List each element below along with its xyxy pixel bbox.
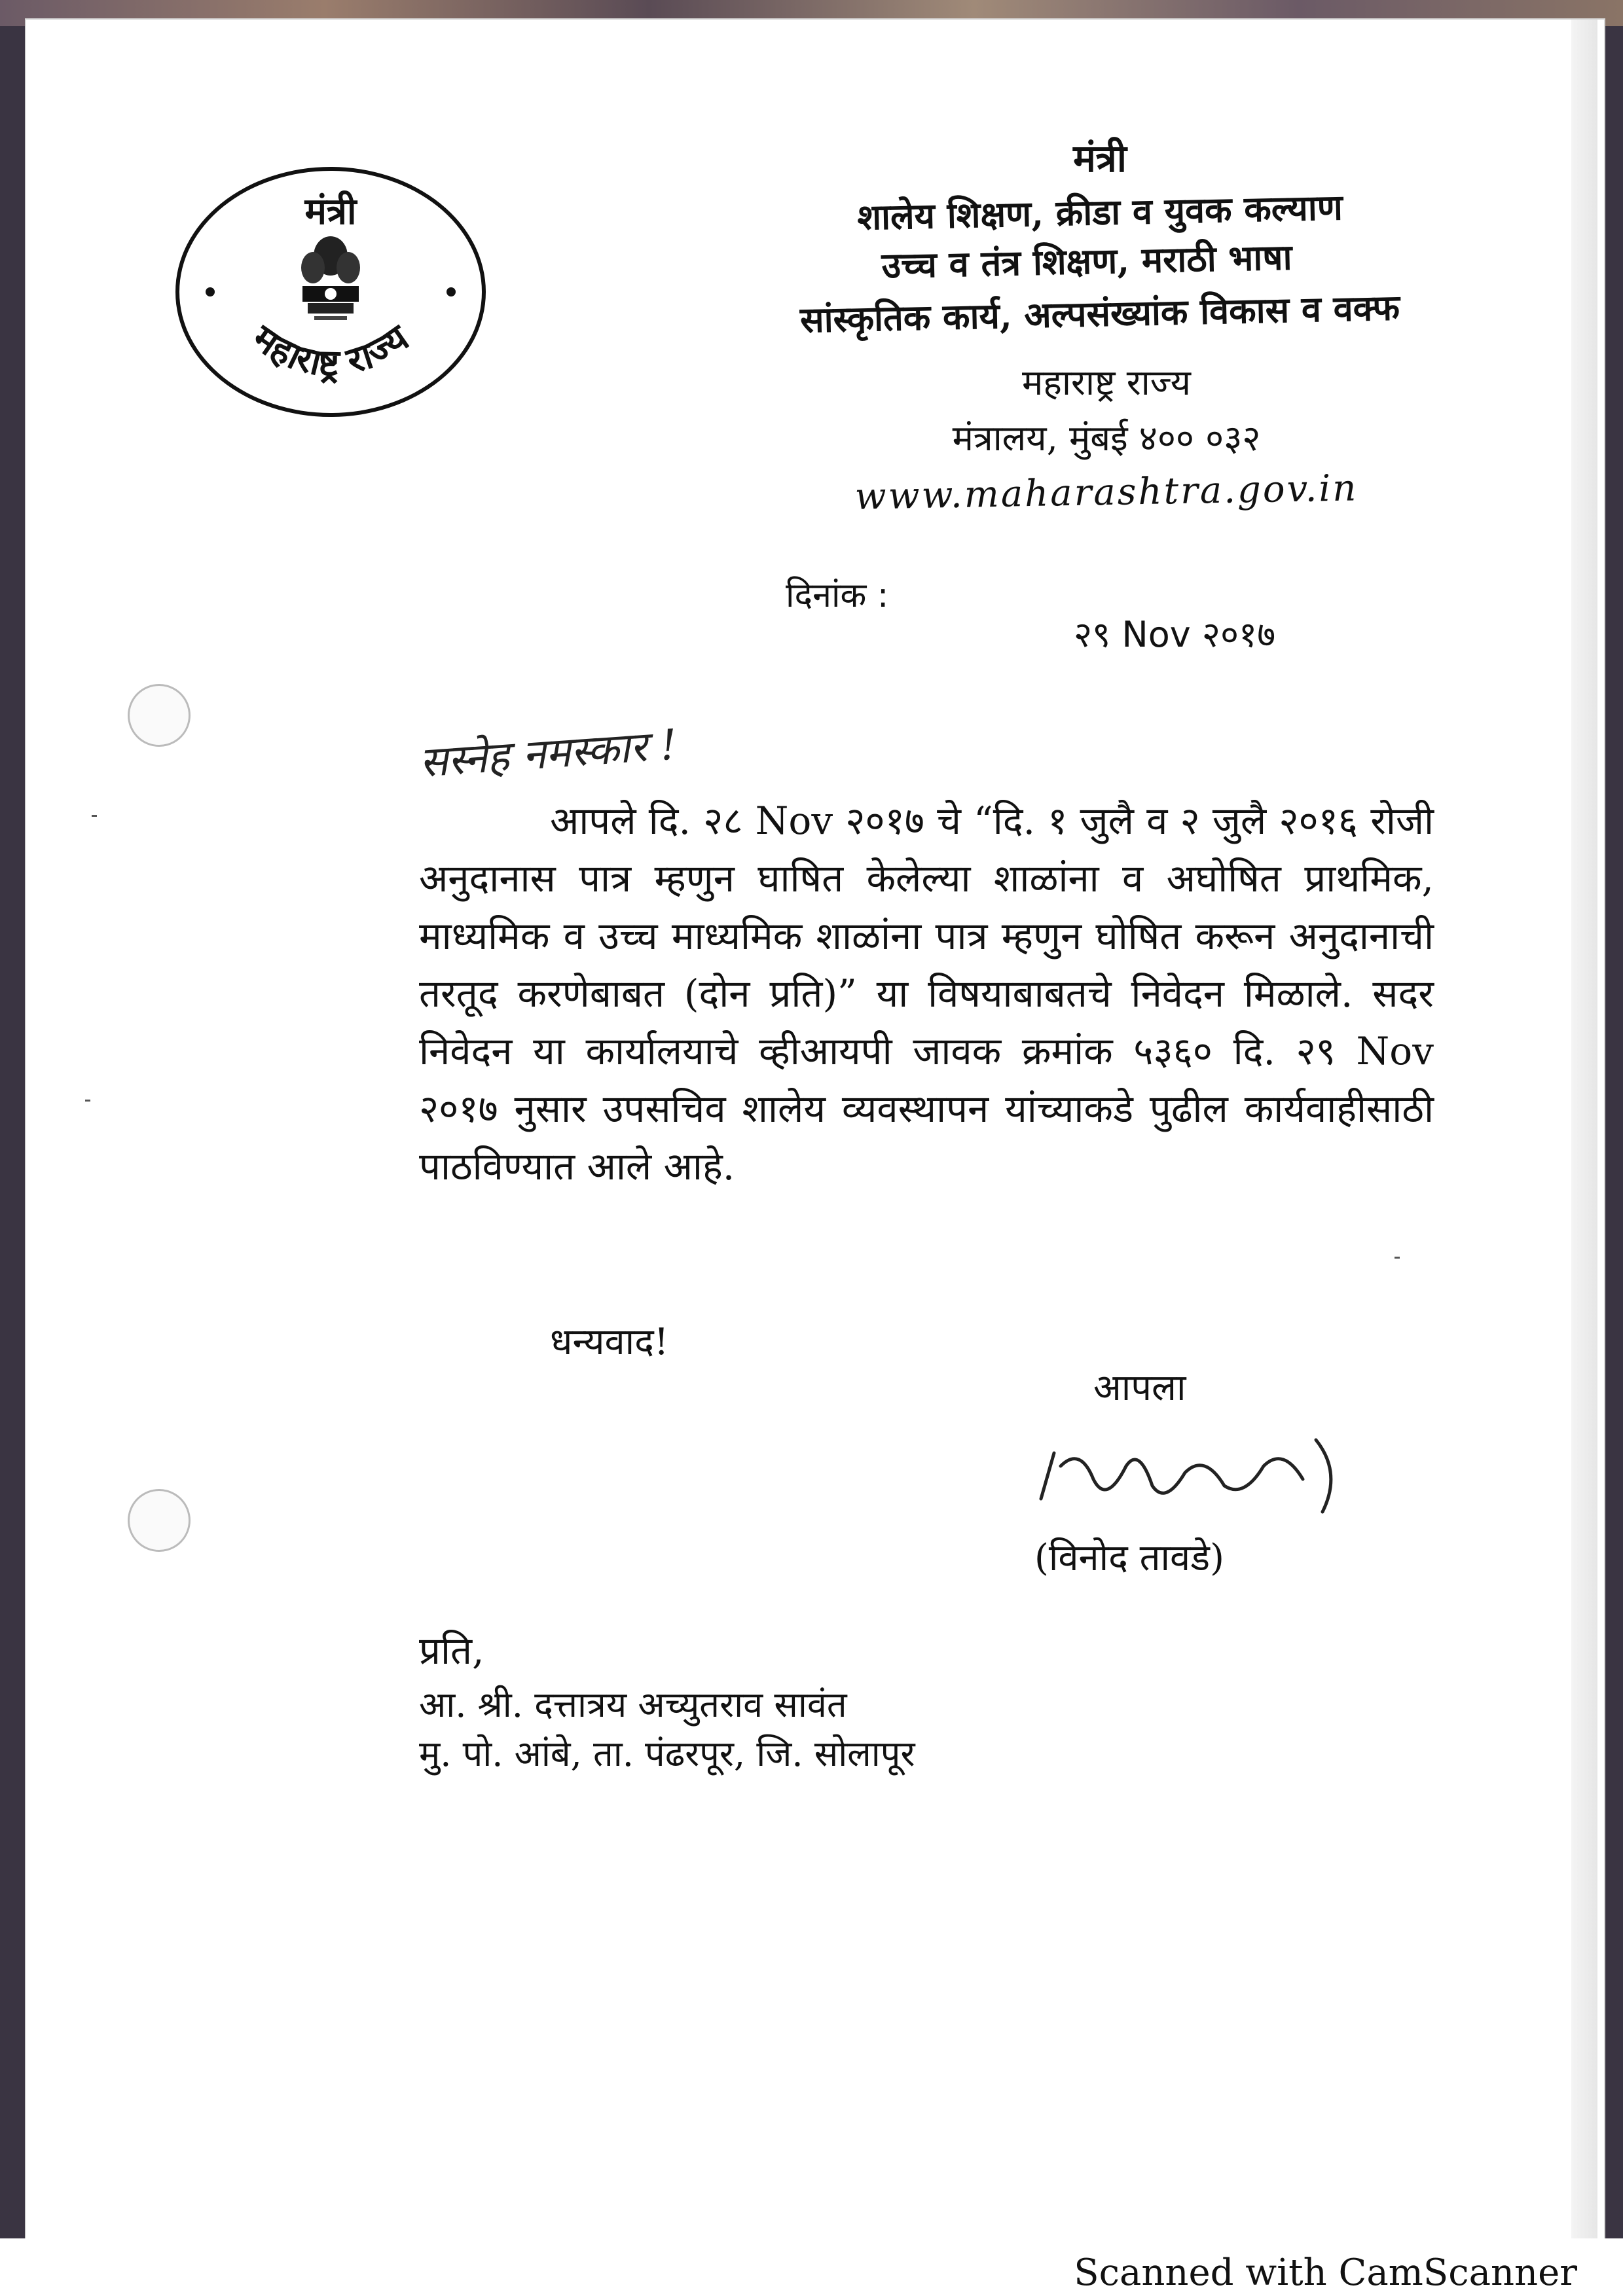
scanner-watermark: Scanned with CamScanner: [1074, 2251, 1577, 2294]
header-portfolio-1: शालेय शिक्षण, क्रीडा व युवक कल्याण: [856, 186, 1343, 238]
recipient-address: मु. पो. आंबे, ता. पंढरपूर, जि. सोलापूर: [419, 1733, 915, 1774]
date-value: २९ Nov २०१७: [1074, 614, 1276, 655]
salutation: सस्नेह नमस्कार !: [418, 721, 679, 787]
header-website: www.maharashtra.gov.in: [854, 467, 1359, 518]
signatory-name: (विनोद तावडे): [1034, 1537, 1224, 1579]
closing-line: आपला: [1093, 1367, 1186, 1409]
recipient-name: आ. श्री. दत्तात्रय अच्युतराव सावंत: [419, 1684, 847, 1725]
header-portfolio-2: उच्च व तंत्र शिक्षण, मराठी भाषा: [881, 236, 1293, 287]
scan-speck: [92, 815, 97, 817]
svg-text:महाराष्ट्र राज्य: महाराष्ट्र राज्य: [244, 316, 417, 385]
seal-top-text: मंत्री: [304, 190, 357, 233]
punch-hole: [128, 684, 191, 747]
ministry-seal: [175, 167, 486, 417]
page-edge: [1571, 20, 1597, 2238]
scan-speck: [1395, 1257, 1400, 1259]
header-address: मंत्रालय, मुंबई ४०० ०३२: [952, 418, 1261, 459]
header-portfolio-3: सांस्कृतिक कार्य, अल्पसंख्यांक विकास व वक्फ: [799, 286, 1400, 341]
scan-speck: [85, 1100, 90, 1102]
punch-hole: [128, 1489, 191, 1552]
thanks-line: धन्यवाद!: [550, 1321, 669, 1363]
seal-bottom-text: [179, 171, 482, 413]
handwritten-signature: [1034, 1427, 1349, 1525]
recipient-label: प्रति,: [419, 1628, 484, 1673]
header-state: महाराष्ट्र राज्य: [1021, 362, 1191, 403]
header-title: मंत्री: [1073, 136, 1127, 181]
date-label: दिनांक :: [786, 576, 889, 615]
letter-body: आपले दि. २८ Nov २०१७ चे “दि. १ जुलै व २ जुलै २०१६ रोजी अनुदानास पात्र म्हणुन घाषित केलेल्या शाळांना व अघोषित प्राथमिक, माध्यमिक व उच्च माध्यमिक शाळांना पात्र म्हणुन घोषित करून अनुदानाची तरतूद करणेबाबत (दोन प्रति)” या विषयाबाबतचे निवेदन मिळाले. सदर निवेदन या कार्यालयाचे व्हीआयपी जावक क्रमांक ५३६० दि. २९ Nov २०१७ नुसार उपसचिव शालेय व्यवस्थापन यांच्याकडे पुढील कार्यवाहीसाठी पाठविण्यात आले आहे.: [419, 798, 1434, 1189]
